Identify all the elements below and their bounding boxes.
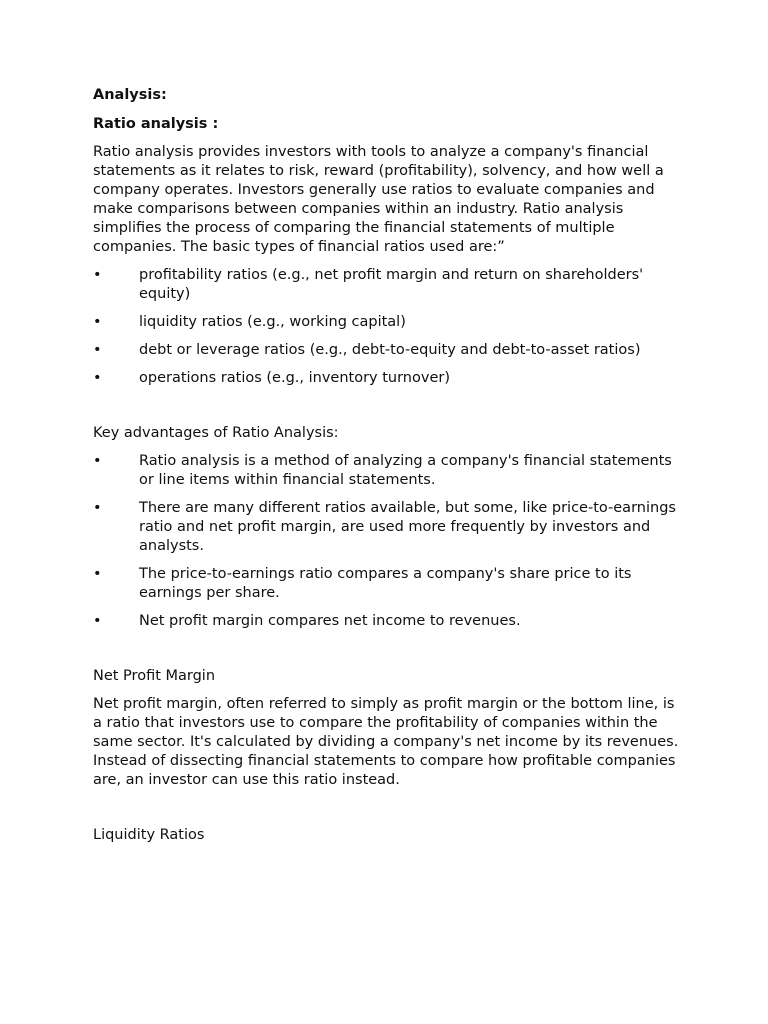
list-item-text: profitability ratios (e.g., net profit margin and return on shareholders' equity) (139, 267, 644, 302)
list-item-text: debt or leverage ratios (e.g., debt-to-equity and debt-to-asset ratios) (139, 342, 641, 358)
list-item-text: There are many different ratios available, but some, like price-to-earnings ratio and net profit margin, are used more frequently by investors and analysts. (139, 500, 676, 554)
list-item (93, 341, 683, 360)
heading-key-advantages: Key advantages of Ratio Analysis: (93, 425, 339, 441)
list-item-text: The price-to-earnings ratio compares a company's share price to its earnings per share. (139, 566, 632, 601)
bullet-icon: • (93, 314, 102, 330)
list-item (93, 612, 683, 631)
net-profit-margin-paragraph: Net profit margin, often referred to simply as profit margin or the bottom line, is a ratio that investors use to compare the profitability of companies within the same sector. It's calculated by dividing a company's net income by its revenues. Instead of dissecting financial statements to compare how profitable companies are, an investor can use this ratio instead. (93, 696, 679, 788)
bullet-icon: • (93, 566, 102, 582)
list-item (93, 499, 683, 556)
intro-paragraph: Ratio analysis provides investors with tools to analyze a company's financial statements as it relates to risk, reward (profitability), solvency, and how well a company operates. Investors generally use ratios to evaluate companies and make comparisons between companies within an industry. Ratio analysis simplifies the process of comparing the financial statements of multiple companies. The basic types of financial ratios used are:” (93, 144, 664, 255)
list-item (93, 452, 683, 490)
list-item-text: liquidity ratios (e.g., working capital) (139, 314, 406, 330)
list-item (93, 369, 683, 388)
list-item-text: Net profit margin compares net income to revenues. (139, 613, 521, 629)
heading-net-profit-margin: Net Profit Margin (93, 668, 216, 684)
bullet-icon: • (93, 500, 102, 516)
heading-liquidity-ratios: Liquidity Ratios (93, 827, 205, 843)
list-item (93, 565, 683, 603)
bullet-icon: • (93, 342, 102, 358)
document-body (93, 86, 683, 845)
list-item-text: operations ratios (e.g., inventory turnover) (139, 370, 450, 386)
list-item (93, 266, 683, 304)
list-item (93, 313, 683, 332)
bullet-icon: • (93, 267, 102, 283)
heading-ratio-analysis: Ratio analysis : (93, 116, 219, 132)
bullet-icon: • (93, 453, 102, 469)
list-item-text: Ratio analysis is a method of analyzing a company's financial statements or line items within financial statements. (139, 453, 672, 488)
advantages-list (93, 452, 683, 631)
bullet-icon: • (93, 613, 102, 629)
bullet-icon: • (93, 370, 102, 386)
heading-analysis: Analysis: (93, 87, 167, 103)
ratio-types-list (93, 266, 683, 388)
